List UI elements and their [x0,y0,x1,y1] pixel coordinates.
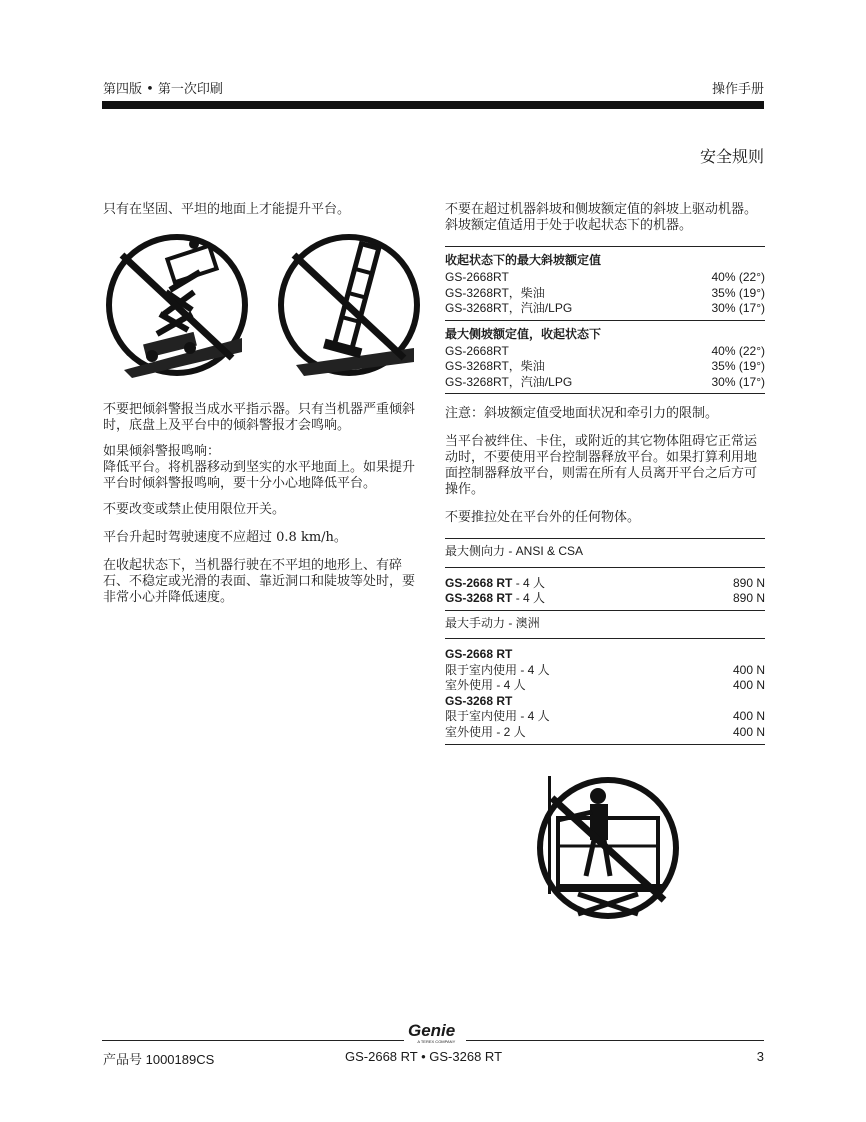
paragraph-entangled: 当平台被绊住、卡住，或附近的其它物体阻碍它正常运动时，不要使用平台控制器释放平台。如果打算利用地面控制器释放平台，则需在所有人员离开平台之后方可操作。 [445,434,758,497]
aus-title: 最大手动力 - 澳洲 [445,615,540,630]
table-row [445,270,765,286]
paragraph-slope-note: 注意：斜坡额定值受地面状况和牵引力的限制。 [445,406,719,421]
no-tilted-mast-illustration [274,230,424,380]
row-label [445,576,545,592]
model-name: GS-2668 RT [445,575,513,590]
header-edition: 第四版 • 第一次印刷 [103,82,223,97]
table-row [445,286,765,302]
ansi-rows-section [445,568,765,611]
footer-models: GS-2668 RT • GS-3268 RT [345,1049,503,1064]
row-value: 890 N [732,575,765,590]
row-label: 限于室内使用 - 4 人 [445,662,550,677]
slope-max-title: 收起状态下的最大斜坡额定值 [445,253,602,267]
slope-max-section [445,247,765,321]
row-label [445,591,545,607]
no-tilted-scissor-lift-illustration [102,230,252,380]
paragraph-rough-terrain: 在收起状态下，当机器行驶在不平坦的地形上、有碎石、不稳定或光滑的表面、靠近洞口和陡坡等处时，要非常小心并降低速度。 [103,558,416,605]
paragraph-alarm-body: 降低平台。将机器移动到坚实的水平地面上。如果提升平台时倾斜警报鸣响，要十分小心地降低平台。 [103,460,416,491]
row-label: 室外使用 - 2 人 [445,724,526,739]
footer-rule-right [466,1040,764,1041]
table-row [445,576,765,592]
footer-part-number: 产品号 1000189CS [103,1052,215,1067]
side-slope-section [445,321,765,395]
header-manual-title: 操作手册 [711,82,764,97]
logo-wordmark: Genie [408,1021,456,1040]
row-label: GS-3268RT，柴油 [445,359,545,373]
row-value: 30% (17°) [711,374,765,389]
no-pushing-outside-platform-illustration [528,776,686,922]
table-row [445,725,765,741]
ansi-title: 最大侧向力 - ANSI & CSA [445,544,584,558]
paragraph-alarm-title: 如果倾斜警报鸣响： [103,444,221,459]
person-head [189,239,199,249]
row-label: GS-3268RT，柴油 [445,285,545,300]
row-value: 400 N [732,662,765,677]
aus-model-2668: GS-2668 RT [445,647,513,661]
wheel-icon [146,350,158,362]
footer-rule-left [102,1040,404,1041]
prohibition-slash [294,255,404,358]
right-column [445,202,765,745]
mast-structure [323,241,388,358]
table-row [445,375,765,391]
table-row [445,709,765,725]
table-row [445,678,765,694]
row-value: 35% (19°) [711,359,765,373]
row-label: 室外使用 - 4 人 [445,678,526,692]
people-count: - 4 人 [512,575,546,590]
row-value: 890 N [732,591,765,605]
paragraph-no-push-pull: 不要推拉处在平台外的任何物体。 [445,510,641,525]
model-name: GS-3268 RT [445,591,513,605]
table-row [445,344,765,360]
row-value: 35% (19°) [711,285,765,300]
row-label: GS-2668RT [445,343,509,358]
table-row [445,591,765,607]
row-label: GS-3268RT，汽油/LPG [445,374,573,389]
paragraph-limit-switch: 不要改变或禁止使用限位开关。 [103,502,286,517]
aus-rows-section [445,639,765,745]
paragraph-drive-speed: 平台升起时驾驶速度不应超过 0.8 km/h。 [103,530,347,545]
row-value: 30% (17°) [711,301,765,315]
row-label: GS-3268RT，汽油/LPG [445,301,573,315]
row-label: GS-2668RT [445,270,509,284]
platform-rail [167,246,216,282]
wheel-icon [184,342,196,354]
table-row [445,301,765,317]
row-label: 限于室内使用 - 4 人 [445,709,550,723]
genie-logo [408,1022,455,1044]
left-text-2 [103,402,421,606]
paragraph-slope-intro: 不要在超过机器斜坡和侧坡额定值的斜坡上驱动机器。斜坡额定值适用于处于收起状态下的机器。 [445,202,758,233]
section-title: 安全规则 [699,147,764,166]
scissor-arms [578,894,638,914]
row-value: 400 N [732,709,765,723]
logo-tagline: A TEREX COMPANY [417,1039,456,1044]
left-text-1 [103,202,421,218]
row-value: 400 N [732,724,765,739]
ansi-title-section [445,539,765,568]
paragraph-tilt-alarm: 不要把倾斜警报当成水平指示器。只有当机器严重倾斜时，底盘上及平台中的倾斜警报才会鸣响。 [103,402,416,433]
aus-model-3268: GS-3268 RT [445,693,513,708]
person-head [590,788,606,804]
force-table [445,538,765,745]
row-value: 40% (22°) [711,343,765,358]
paragraph-firm-ground: 只有在坚固、平坦的地面上才能提升平台。 [103,202,351,217]
people-count: - 4 人 [512,591,546,605]
footer-page-number: 3 [756,1049,764,1064]
aus-title-section [445,611,765,640]
slope-rating-table [445,246,765,394]
row-value: 40% (22°) [711,270,765,284]
side-slope-title: 最大侧坡额定值，收起状态下 [445,326,602,341]
table-row [445,663,765,679]
table-row [445,359,765,375]
row-value: 400 N [732,678,765,692]
header-rule [102,101,764,109]
